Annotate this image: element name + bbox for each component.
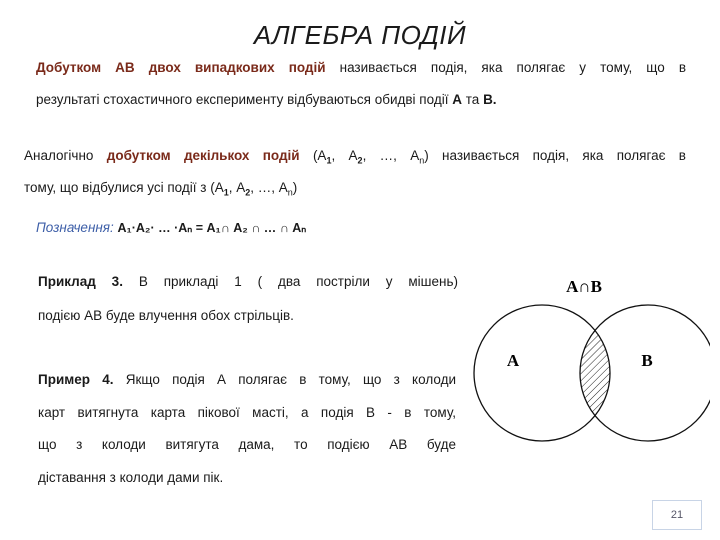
page-title: АЛГЕБРА ПОДІЙ: [253, 20, 467, 50]
example-4-label: Пример 4.: [38, 372, 114, 387]
notation-label: Позначення:: [36, 220, 114, 235]
example-4-text: Якщо подія А полягає в тому, що з колоди: [125, 372, 456, 387]
definition-line-2: [36, 90, 686, 110]
generalization-lead: Аналогічно: [24, 148, 94, 163]
venn-caption: A∩B: [566, 277, 602, 296]
example-4-line-1: [38, 370, 456, 390]
definition-term: Добутком АВ двох випадкових подій: [36, 60, 326, 75]
example-3-text: В прикладі 1 ( два постріли у мішень): [138, 274, 458, 289]
example-4-text-2: карт витягнута карта пікової масті, а подія В - в тому,: [38, 405, 456, 420]
event-sequence: ($А_1$, $А_2$, …, $А_n$: [312, 148, 425, 166]
example-4-line-2: [38, 403, 456, 423]
notation-line: [36, 218, 686, 238]
venn-diagram: [470, 258, 710, 468]
generalization-line-1: [24, 146, 686, 171]
example-4-text-4: діставання з колоди дами пік.: [38, 470, 224, 485]
generalization-text: ) називається подія, яка полягає в: [424, 148, 686, 163]
event-a: А: [452, 92, 462, 107]
generalization-line-2: [24, 178, 686, 203]
definition-text: називається подія, яка полягає у тому, що в: [339, 60, 686, 75]
example-3-line-2: [38, 306, 458, 326]
venn-label-a: A: [506, 351, 520, 370]
example-3-label: Приклад 3.: [38, 274, 123, 289]
sequence-open-2: (А: [210, 180, 224, 195]
venn-label-b: B: [641, 351, 653, 370]
example-4-line-4: [38, 468, 456, 488]
definition-text-2: результаті стохастичного експерименту відбуваються обидві події: [36, 92, 449, 107]
example-3-line-1: [38, 272, 458, 292]
event-sequence-2: ($А_1$, $А_2$, …, $А_n$): [210, 180, 298, 198]
example-4-line-3: [38, 435, 456, 455]
conjunction: та: [465, 92, 480, 107]
sequence-open: (А: [312, 148, 327, 163]
definition-line-1: [36, 58, 686, 78]
generalization-text-2: тому, що відбулися усі події з: [24, 180, 207, 195]
example-3-text-2: подією АВ буде влучення обох стрільців.: [38, 308, 294, 323]
generalization-term: добутком декількох подій: [106, 148, 300, 163]
page-number: 21: [652, 500, 702, 530]
event-b: В.: [483, 92, 497, 107]
example-4-text-3: що з колоди витягута дама, то подією АВ буде: [38, 437, 456, 452]
notation-formula: А₁·А₂· … ·Аₙ = А₁∩ А₂ ∩ … ∩ Аₙ: [117, 221, 307, 235]
